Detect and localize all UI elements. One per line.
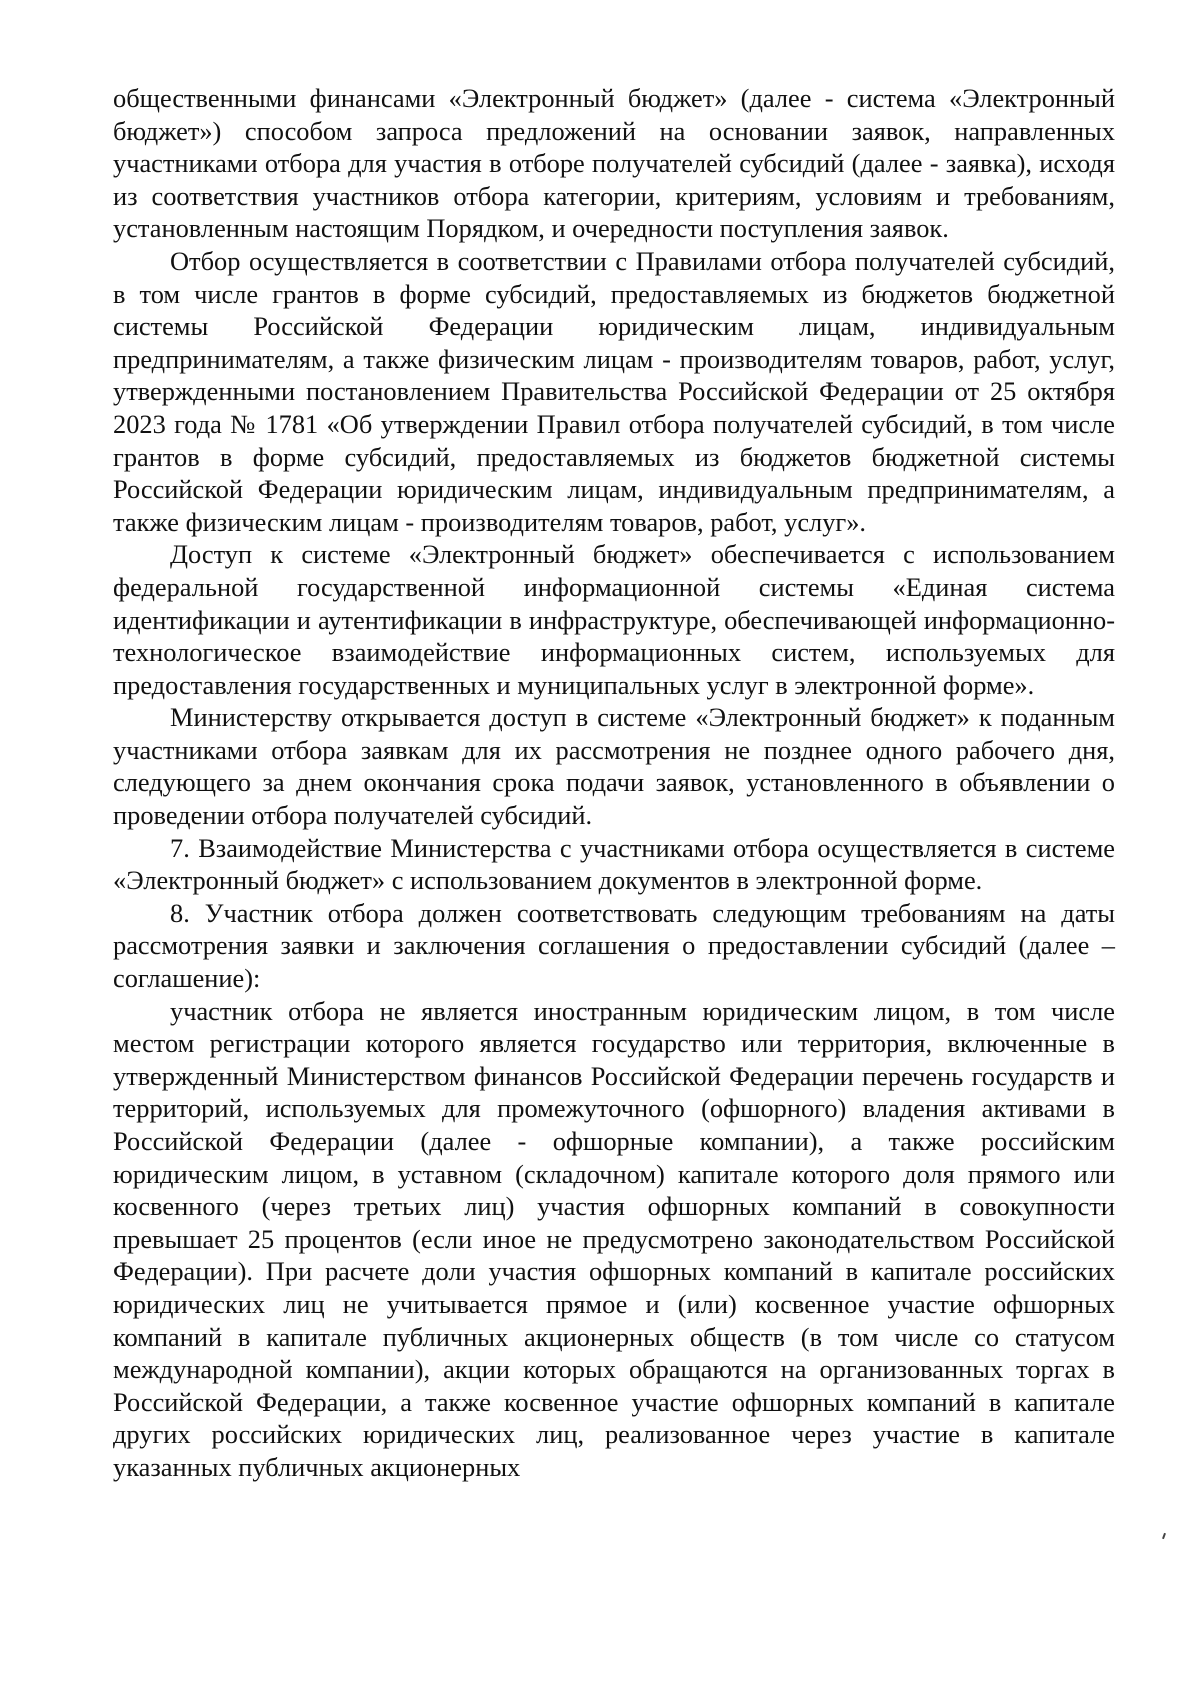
document-body (113, 82, 1115, 1484)
paragraph-ministry-access: Министерству открывается доступ в системе «Электронный бюджет» к поданным участниками отбора заявкам для их рассмотрения не позднее одного рабочего дня, следующего за днем окончания срока подачи заявок, установленного в объявлении о проведении отбора получателей субсидий. (113, 702, 1115, 831)
paragraph-system-access: Доступ к системе «Электронный бюджет» обеспечивается с использованием федеральной государственной информационной системы «Единая система идентификации и аутентификации в инфраструктуре, обеспечивающей информационно-технологическое взаимодействие информационных систем, используемых для предоставления государственных и муниципальных услуг в электронной форме». (113, 539, 1115, 700)
paragraph-offshore-requirement: участник отбора не является иностранным юридическим лицом, в том числе местом регистрации которого является государство или территория, включенные в утвержденный Министерством финансов Российской Федерации перечень государств и территорий, используемых для промежуточного (офшорного) владения активами в Российской Федерации (далее - офшорные компании), а также российским юридическим лицом, в уставном (складочном) капитале которого доля прямого или косвенного (через третьих лиц) участия офшорных компаний в совокупности превышает 25 процентов (если иное не предусмотрено законодательством Российской Федерации). При расчете доли участия офшорных компаний в капитале российских юридических лиц не учитывается прямое и (или) косвенное участие офшорных компаний в капитале публичных акционерных обществ (в том числе со статусом международной компании), акции которых обращаются на организованных торгах в Российской Федерации, а также косвенное участие офшорных компаний в капитале других российских юридических лиц, реализованное через участие в капитале указанных публичных акционерных (113, 995, 1115, 1482)
paragraph-selection-rules: Отбор осуществляется в соответствии с Правилами отбора получателей субсидий, в том числе грантов в форме субсидий, предоставляемых из бюджетов бюджетной системы Российской Федерации юридическим лицам, индивидуальным предпринимателям, а также физическим лицам - производителям товаров, работ, услуг, утвержденными постановлением Правительства Российской Федерации от 25 октября 2023 года № 1781 «Об утверждении Правил отбора получателей субсидий, в том числе грантов в форме субсидий, предоставляемых из бюджетов бюджетной системы Российской Федерации юридическим лицам, индивидуальным предпринимателям, а также физическим лицам - производителям товаров, работ, услуг». (113, 245, 1115, 537)
paragraph-item-7: 7. Взаимодействие Министерства с участниками отбора осуществляется в системе «Электронный бюджет» с использованием документов в электронной форме. (113, 832, 1115, 896)
paragraph-item-8: 8. Участник отбора должен соответствовать следующим требованиям на даты рассмотрения заявки и заключения соглашения о предоставлении субсидий (далее – соглашение): (113, 897, 1115, 994)
scan-speck-mark (1162, 1533, 1166, 1539)
paragraph-continuation: общественными финансами «Электронный бюджет» (далее - система «Электронный бюджет») способом запроса предложений на основании заявок, направленных участниками отбора для участия в отборе получателей субсидий (далее - заявка), исходя из соответствия участников отбора категории, критериям, условиям и требованиям, установленным настоящим Порядком, и очередности поступления заявок. (113, 83, 1115, 244)
